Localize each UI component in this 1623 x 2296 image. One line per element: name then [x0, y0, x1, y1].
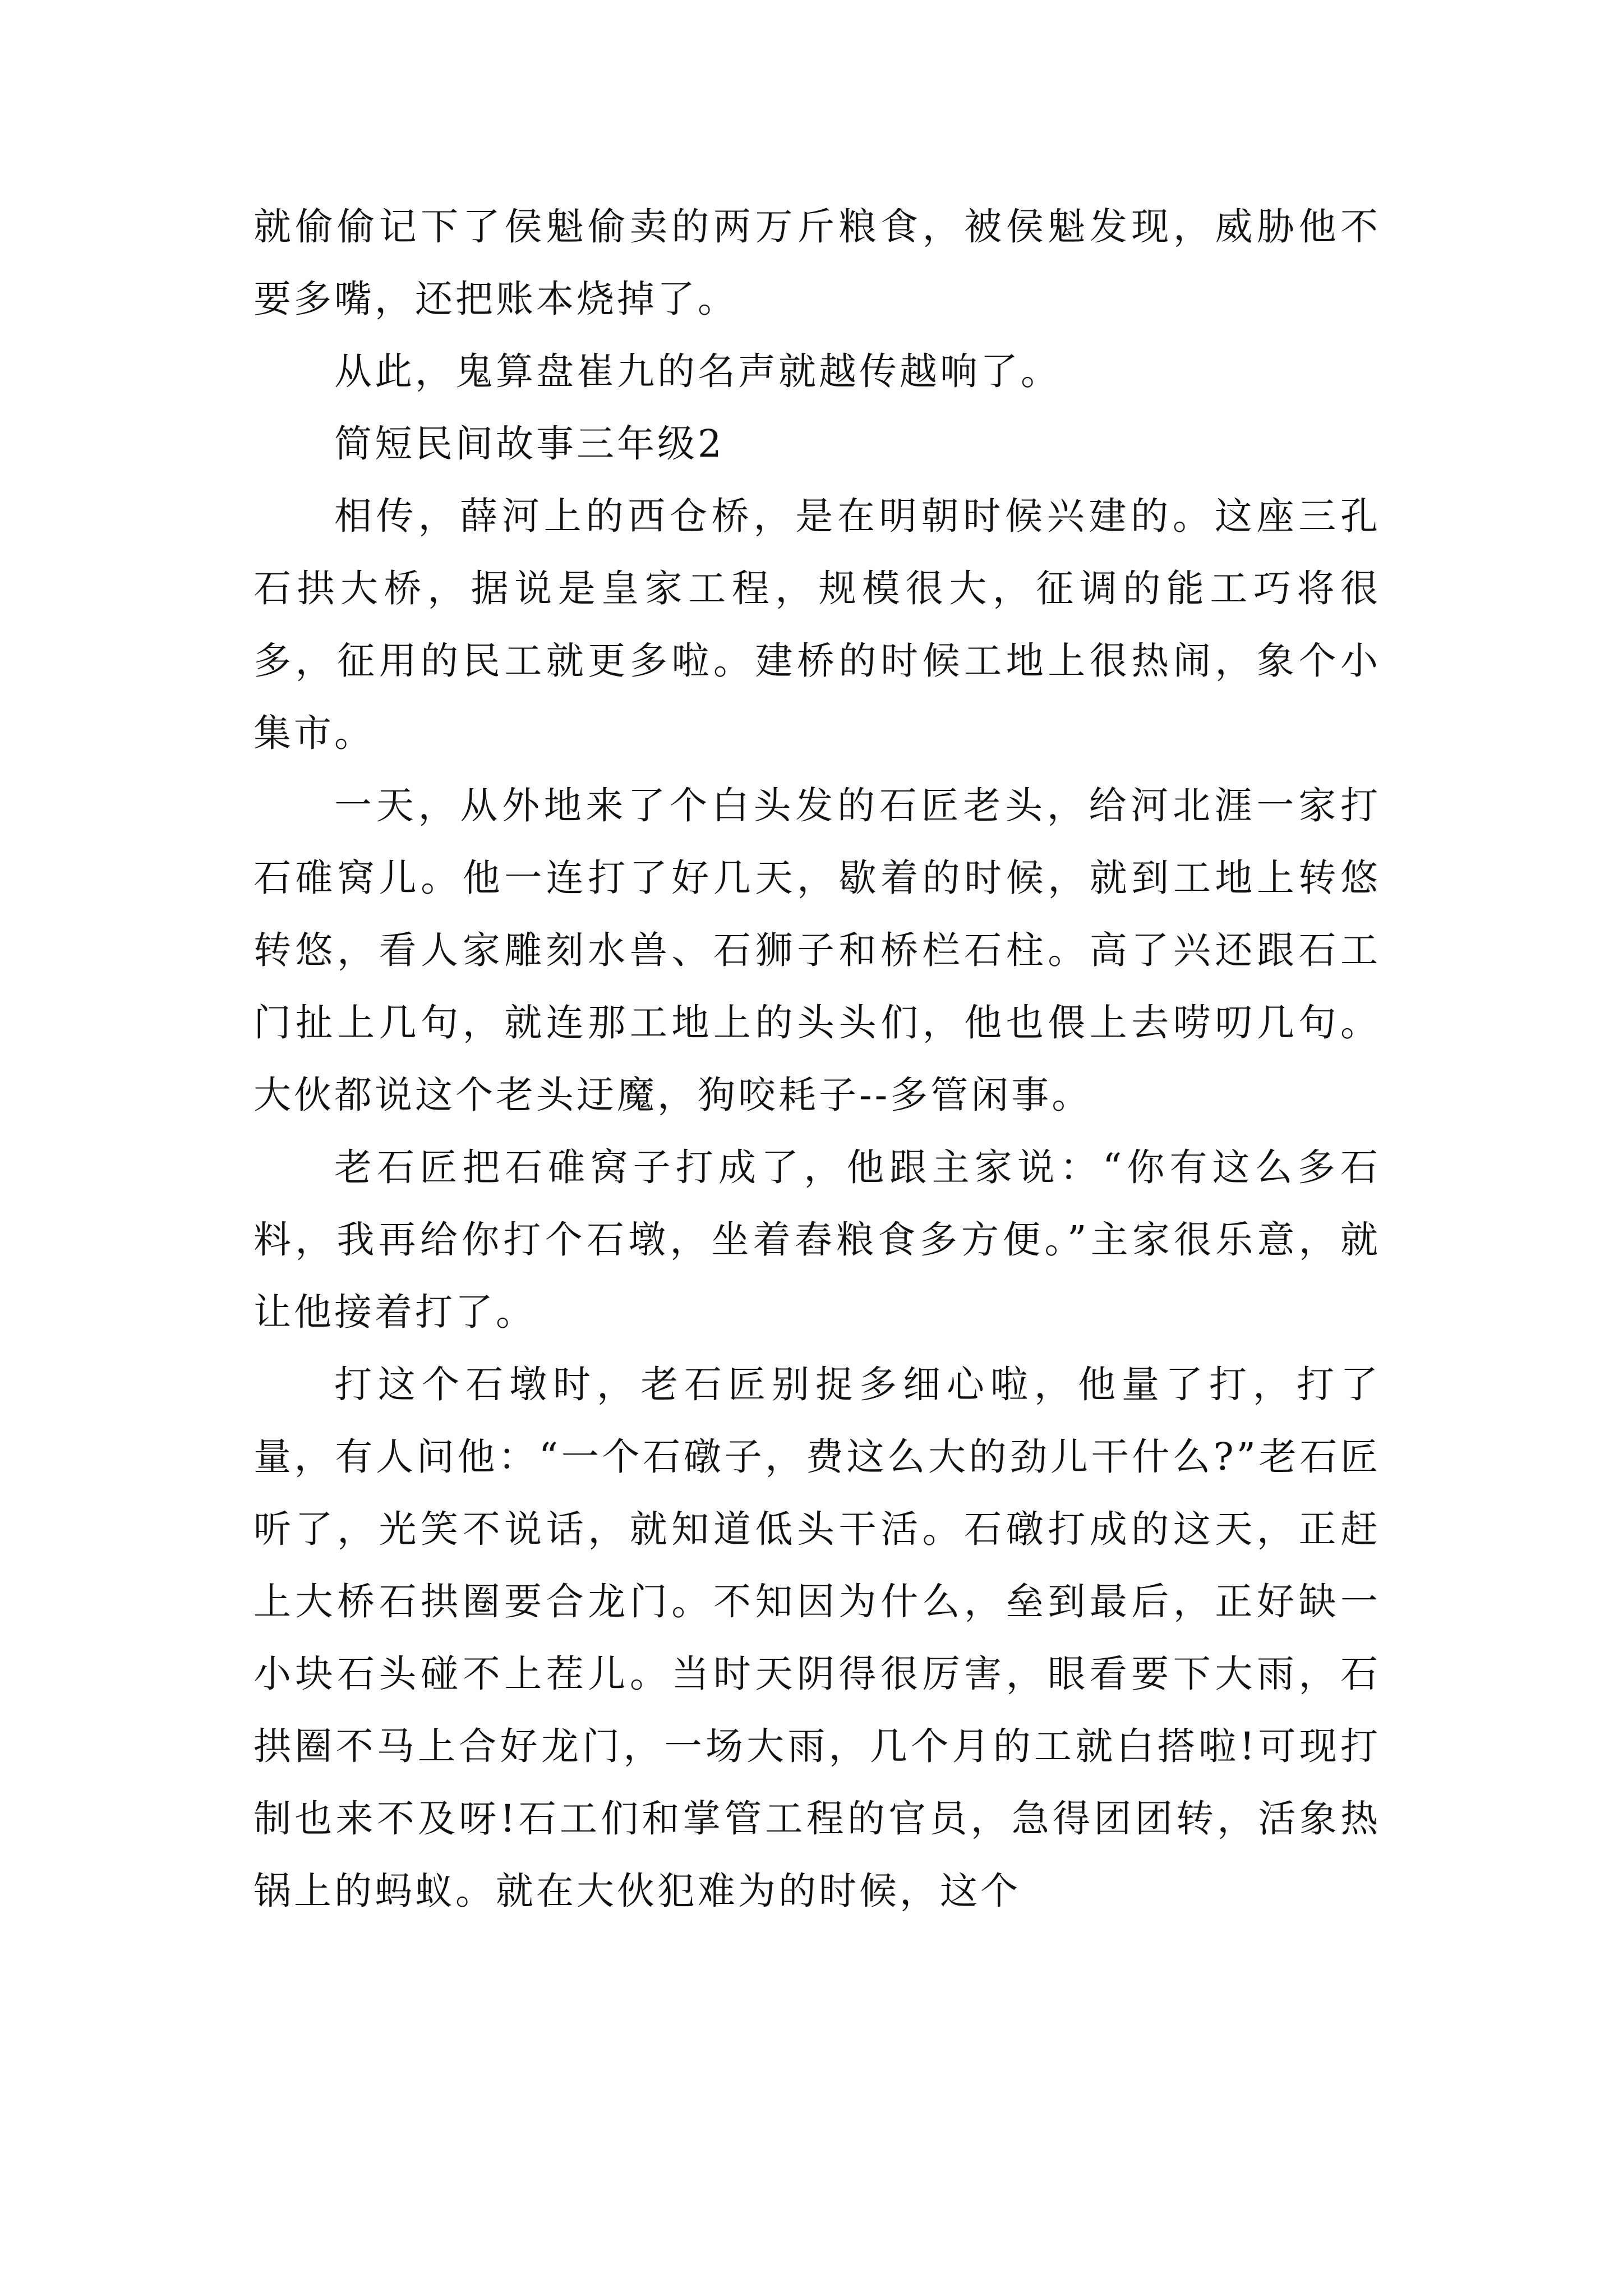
paragraph-continuation: 就偷偷记下了侯魁偷卖的两万斤粮食，被侯魁发现，威胁他不要多嘴，还把账本烧掉了。 — [253, 205, 1381, 321]
paragraph-old-mason: 一天，从外地来了个白头发的石匠老头，给河北涯一家打石碓窝儿。他一连打了好几天，歇着的时候，就到工地上转悠转悠，看人家雕刻水兽、石狮子和桥栏石柱。高了兴还跟石工门扯上几句，就连那工地上的头头们，他也偎上去唠叨几句。大伙都说这个老头迂魔，狗咬耗子--多管闲事。 — [253, 784, 1381, 1117]
paragraph-bridge-intro: 相传，薛河上的西仓桥，是在明朝时候兴建的。这座三孔石拱大桥，据说是皇家工程，规模很大，征调的能工巧将很多，征用的民工就更多啦。建桥的时候工地上很热闹，象个小集市。 — [253, 494, 1381, 755]
paragraph-stone-mortar: 老石匠把石碓窝子打成了，他跟主家说：“你有这么多石料，我再给你打个石墩，坐着舂粮食多方便。”主家很乐意，就让他接着打了。 — [253, 1145, 1381, 1334]
paragraph-reputation: 从此，鬼算盘崔九的名声就越传越响了。 — [334, 349, 1061, 393]
document-body — [253, 191, 1381, 1927]
paragraph-stone-block: 打这个石墩时，老石匠别捉多细心啦，他量了打，打了量，有人问他：“一个石礅子，费这么大的劲儿干什么?”老石匠听了，光笑不说话，就知道低头干活。石礅打成的这天，正赶上大桥石拱圈要合龙门。不知因为什么，垒到最后，正好缺一小块石头碰不上茬儿。当时天阴得很厉害，眼看要下大雨，石拱圈不马上合好龙门，一场大雨，几个月的工就白搭啦!可现打制也来不及呀!石工们和掌管工程的官员，急得团团转，活象热锅上的蚂蚁。就在大伙犯难为的时候，这个 — [253, 1363, 1381, 1913]
section-heading: 简短民间故事三年级2 — [334, 422, 725, 466]
